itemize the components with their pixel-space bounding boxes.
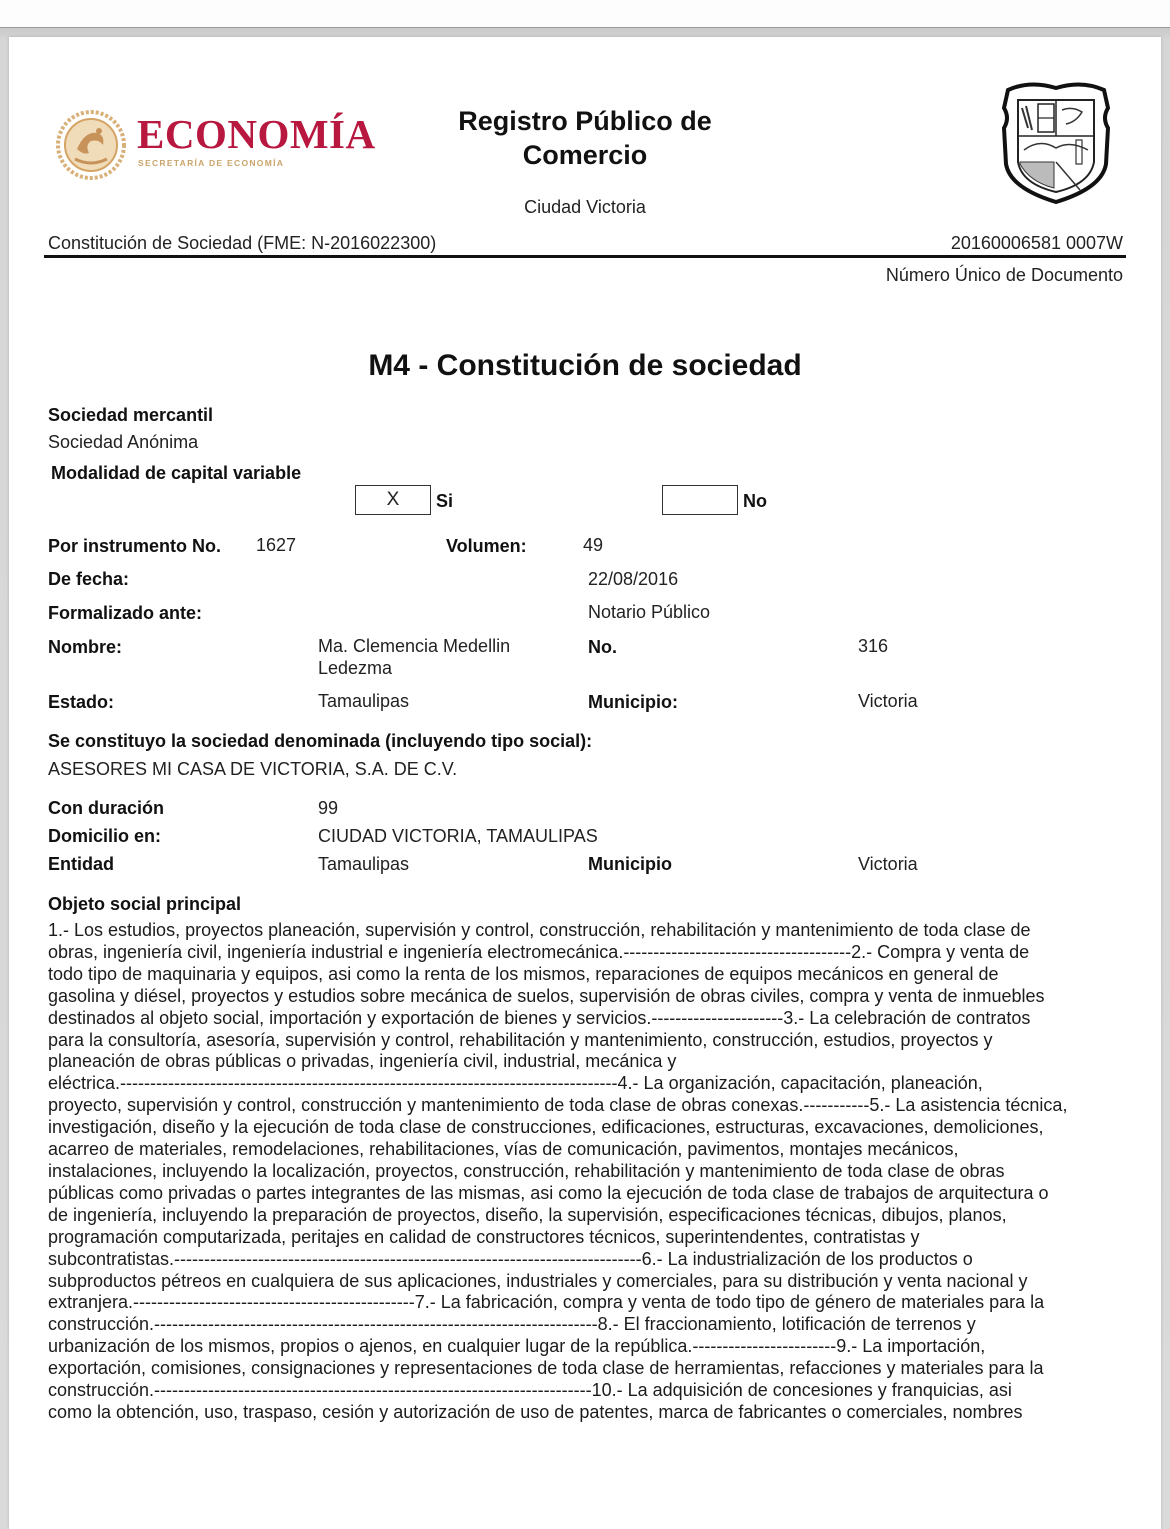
capital-variable-label: Modalidad de capital variable: [51, 463, 302, 483]
objeto-line: todo tipo de maquinaria y equipos, asi como la renta de los mismos, reparaciones de equipos mecánicos en general de: [48, 963, 999, 984]
objeto-line: instalaciones, incluyendo la localización, proyectos, construcción, rehabilitación y mantenimiento de toda clase de obras: [48, 1160, 1005, 1181]
objeto-line: proyecto, supervisión y control, construcción y mantenimiento de toda clase de obras conexas.-----------5.- La asistencia técnica,: [48, 1095, 1068, 1116]
document-number-label: Número Único de Documento: [885, 265, 1123, 285]
formalizado-value: Notario Público: [588, 602, 711, 622]
objeto-line: urbanización de los mismos, propios o ajenos, en cualquier lugar de la república.------------------------9.- La importación,: [48, 1336, 986, 1357]
registry-title-line1: Registro Público de: [458, 106, 712, 136]
nombre-value-line2: Ledezma: [318, 658, 393, 678]
objeto-line: gasolina y diésel, proyectos y estudios sobre mecánica de suelos, supervisión de obras civiles, compra y venta de inmuebles: [48, 985, 1045, 1006]
objeto-line: públicas como privadas o partes integrantes de las mismas, asi como la ejecución de toda clase de trabajos de arquitectura o: [48, 1182, 1049, 1203]
objeto-line: destinados al objeto social, importación y exportación de bienes y servicios.----------------------3.- La celebración de contratos: [48, 1007, 1031, 1028]
objeto-line: construcción.--------------------------------------------------------------------------8.- El fraccionamiento, lotificación de terrenos y: [48, 1314, 976, 1335]
volumen-label: Volumen:: [446, 536, 527, 556]
instrumento-value: 1627: [256, 535, 297, 555]
economia-logo: [55, 100, 385, 185]
objeto-line: subcontratistas.------------------------------------------------------------------------------6.- La industrialización de los productos o: [48, 1248, 973, 1269]
domicilio-value: CIUDAD VICTORIA, TAMAULIPAS: [318, 826, 598, 846]
capital-variable-no-checkbox[interactable]: [662, 485, 738, 515]
objeto-line: para la consultoría, asesoría, supervisión y control, rehabilitación y mantenimiento, construcción, estudios, proyectos y: [48, 1029, 993, 1050]
tamaulipas-coat-of-arms-icon: [990, 78, 1122, 208]
fecha-label: De fecha:: [48, 569, 130, 589]
sociedad-mercantil-label: Sociedad mercantil: [48, 405, 214, 425]
notario-numero-label: No.: [588, 637, 617, 657]
capital-variable-yes-checkbox[interactable]: X: [355, 485, 431, 515]
estado-label: Estado:: [48, 692, 115, 712]
volumen-value: 49: [583, 535, 604, 555]
objeto-line: subproductos pétreos en cualquiera de sus aplicaciones, industriales y comerciales, para su distribución y venta nacional y: [48, 1270, 1028, 1291]
objeto-line: obras, ingeniería civil, ingeniería industrial e ingeniería electromecánica.--------------------------------------2.- Compra y venta de: [48, 941, 1030, 962]
objeto-line: planeación de obras públicas o privadas, ingeniería civil, industrial, mecánica y: [48, 1051, 677, 1072]
objeto-line: programación computarizada, peritajes en calidad de constructores técnicos, superintendentes, contratistas y: [48, 1226, 920, 1247]
document-number: 20160006581 0007W: [950, 233, 1123, 253]
objeto-line: 1.- Los estudios, proyectos planeación, supervisión y control, construcción, rehabilitación y mantenimiento de toda clase de: [48, 920, 1031, 940]
duracion-label: Con duración: [48, 798, 164, 818]
estado-value: Tamaulipas: [318, 691, 410, 711]
capital-variable-no-label: No: [743, 491, 767, 511]
municipio2-value: Victoria: [858, 854, 918, 874]
page-title: M4 - Constitución de sociedad: [368, 349, 802, 382]
municipio2-label: Municipio: [588, 854, 672, 874]
objeto-line: exportación, comisiones, consignaciones y representaciones de toda clase de herramientas, refacciones y materiales para la: [48, 1358, 1044, 1379]
denominacion-value: ASESORES MI CASA DE VICTORIA, S.A. DE C.V.: [48, 759, 458, 779]
registry-city: Ciudad Victoria: [524, 197, 646, 217]
capital-variable-yes-label: Si: [436, 491, 454, 511]
notario-numero-value: 316: [858, 636, 889, 656]
objeto-line: construcción.-------------------------------------------------------------------------10.- La adquisición de concesiones y franquicias, asi: [48, 1380, 1012, 1401]
objeto-line: acarreo de materiales, remodelaciones, rehabilitaciones, vías de comunicación, pavimentos, montajes mecánicos,: [48, 1139, 959, 1160]
registry-title-line2: Comercio: [522, 140, 648, 170]
nombre-value: [318, 635, 510, 679]
objeto-line: extranjera.-----------------------------------------------7.- La fabricación, compra y venta de todo tipo de género de materiales para la: [48, 1292, 1045, 1313]
objeto-social-text: [48, 920, 1126, 1424]
viewer-top-bar: [0, 0, 1170, 28]
nombre-value-line1: Ma. Clemencia Medellin: [318, 636, 511, 656]
sociedad-mercantil-value: Sociedad Anónima: [48, 432, 199, 452]
header-divider: [44, 255, 1126, 258]
mexico-coat-of-arms-icon: [55, 109, 127, 181]
duracion-value: 99: [318, 798, 339, 818]
objeto-line: investigación, diseño y la ejecución de toda clase de construcciones, edificaciones, estructuras, excavaciones, demoliciones,: [48, 1117, 1044, 1138]
municipio-value: Victoria: [858, 691, 918, 711]
objeto-line: eléctrica.-----------------------------------------------------------------------------------4.- La organización, capacitación, planeación,: [48, 1073, 983, 1094]
entidad-label: Entidad: [48, 854, 114, 874]
document-type: Constitución de Sociedad (FME: N-2016022300): [48, 233, 437, 253]
objeto-social-label: Objeto social principal: [48, 894, 242, 914]
objeto-line: de ingeniería, incluyendo la preparación de proyectos, diseño, la supervisión, especificaciones técnicas, dibujos, planos,: [48, 1204, 1007, 1225]
formalizado-label: Formalizado ante:: [48, 603, 203, 623]
objeto-line: como la obtención, uso, traspaso, cesión y autorización de uso de patentes, marca de fabricantes o comerciales, nombres: [48, 1401, 1023, 1422]
economia-subtitle: SECRETARÍA DE ECONOMÍA: [138, 158, 285, 168]
denominacion-label: Se constituyo la sociedad denominada (incluyendo tipo social):: [48, 731, 593, 751]
entidad-value: Tamaulipas: [318, 854, 410, 874]
nombre-label: Nombre:: [48, 637, 123, 657]
instrumento-label: Por instrumento No.: [48, 536, 222, 556]
economia-wordmark: ECONOMÍA: [137, 111, 376, 157]
domicilio-label: Domicilio en:: [48, 826, 162, 846]
fecha-value: 22/08/2016: [588, 569, 679, 589]
registry-title: [420, 104, 750, 172]
municipio-label: Municipio:: [588, 692, 678, 712]
